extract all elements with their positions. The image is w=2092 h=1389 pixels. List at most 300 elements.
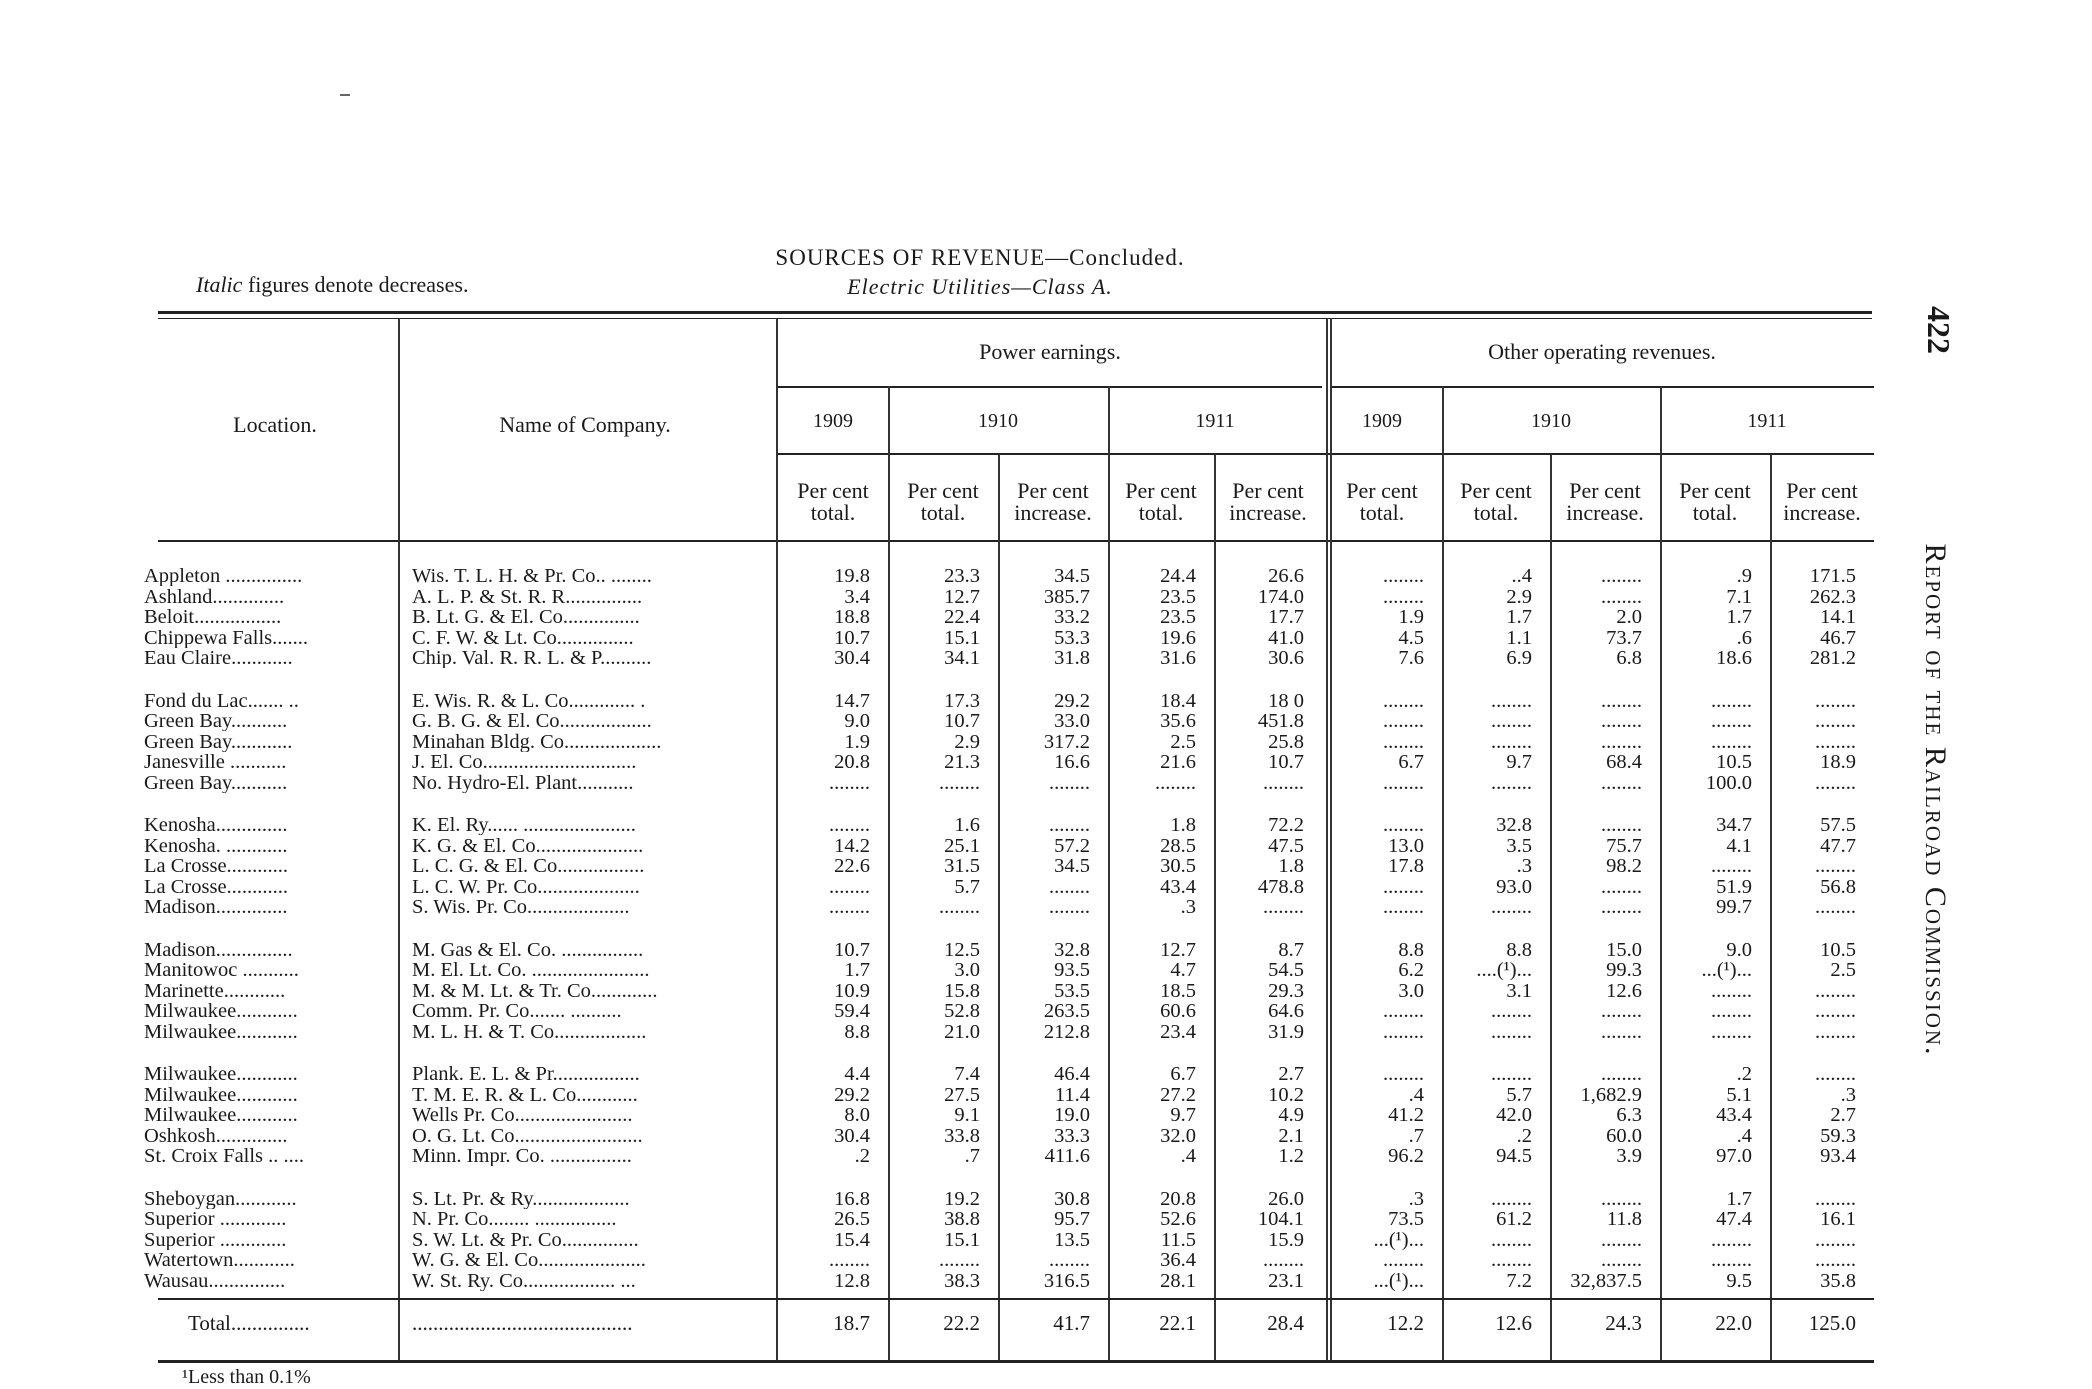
- header-company: Name of Company.: [499, 412, 671, 437]
- value-cell: 60.0: [1606, 1124, 1642, 1147]
- header-power-earnings: Power earnings.: [979, 339, 1121, 364]
- value-cell: 22.0: [1715, 1311, 1752, 1335]
- value-cell: 35.6: [1160, 710, 1196, 732]
- value-cell: 15.8: [944, 979, 980, 1002]
- value-cell: 281.2: [1809, 647, 1856, 669]
- value-cell: .3: [1516, 855, 1532, 877]
- value-cell: ........: [1601, 1228, 1642, 1251]
- value-cell: 32.0: [1160, 1124, 1196, 1147]
- value-cell: ........: [1383, 1000, 1424, 1022]
- company-cell: Minn. Impr. Co. ................: [412, 1146, 632, 1166]
- table-row: [140, 856, 1880, 876]
- company-cell: S. W. Lt. & Pr. Co...............: [412, 1229, 639, 1250]
- company-cell: ..........................................: [412, 1313, 633, 1333]
- value-cell: ........: [1491, 1249, 1532, 1271]
- value-cell: ........: [1049, 771, 1090, 794]
- location-cell: Appleton ...............: [144, 566, 303, 586]
- value-cell: ........: [1491, 1020, 1532, 1043]
- value-cell: 262.3: [1809, 585, 1856, 608]
- table-top-rule-thin: [158, 318, 1872, 319]
- value-cell: 478.8: [1257, 875, 1304, 898]
- value-cell: 29.3: [1268, 979, 1304, 1002]
- value-cell: 36.4: [1160, 1249, 1196, 1271]
- value-cell: 1.7: [1506, 606, 1532, 628]
- value-cell: 12.2: [1387, 1311, 1424, 1335]
- company-cell: S. Wis. Pr. Co....................: [412, 897, 630, 917]
- table-row: [140, 1250, 1880, 1270]
- value-cell: 9.7: [1170, 1104, 1196, 1126]
- value-cell: 3.1: [1506, 979, 1532, 1002]
- value-cell: 18 0: [1268, 689, 1304, 712]
- value-cell: ........: [1491, 1228, 1532, 1251]
- value-cell: 26.6: [1268, 565, 1304, 587]
- value-cell: 16.6: [1054, 751, 1090, 773]
- value-cell: 8.8: [844, 1020, 870, 1043]
- value-cell: 17.7: [1268, 606, 1304, 628]
- value-cell: 32.8: [1054, 938, 1090, 961]
- value-cell: .2: [854, 1145, 870, 1167]
- value-cell: ........: [829, 771, 870, 794]
- value-cell: ........: [1601, 814, 1642, 836]
- value-cell: 41.7: [1053, 1311, 1090, 1335]
- location-cell: Milwaukee............: [144, 1084, 298, 1105]
- value-cell: ........: [1383, 585, 1424, 608]
- value-cell: ...(¹)...: [1373, 1269, 1424, 1292]
- value-cell: 4.1: [1726, 834, 1752, 857]
- value-cell: 27.2: [1160, 1083, 1196, 1106]
- value-cell: 18.8: [834, 606, 870, 628]
- location-cell: Ashland..............: [144, 586, 285, 607]
- value-cell: ........: [1049, 875, 1090, 898]
- value-cell: 33.8: [944, 1124, 980, 1147]
- value-cell: 11.8: [1606, 1208, 1642, 1230]
- value-cell: ........: [939, 896, 980, 918]
- value-cell: 10.7: [834, 626, 870, 649]
- value-cell: 43.4: [1716, 1104, 1752, 1126]
- location-cell: Fond du Lac....... ..: [144, 690, 299, 711]
- value-cell: ........: [1383, 896, 1424, 918]
- value-cell: 7.4: [954, 1063, 980, 1085]
- company-cell: K. G. & El. Co.....................: [412, 835, 644, 856]
- value-cell: 32.8: [1496, 814, 1532, 836]
- page-title: SOURCES OF REVENUE—Concluded.: [775, 245, 1185, 270]
- value-cell: 12.6: [1606, 979, 1642, 1002]
- table-bottom-rule: [158, 1360, 1874, 1363]
- value-cell: 34.5: [1054, 565, 1090, 587]
- company-cell: W. St. Ry. Co.................. ...: [412, 1270, 636, 1291]
- value-cell: 1.7: [1726, 1187, 1752, 1210]
- running-title: Report of the Railroad Commission.: [1919, 543, 1952, 1057]
- value-cell: ........: [1383, 1063, 1424, 1085]
- value-cell: 29.2: [1054, 689, 1090, 712]
- page-subtitle: Electric Utilities—Class A.: [847, 274, 1113, 299]
- value-cell: ........: [1491, 730, 1532, 753]
- value-cell: ........: [1711, 1249, 1752, 1271]
- company-cell: C. F. W. & Lt. Co...............: [412, 627, 634, 648]
- value-cell: .4: [1180, 1145, 1196, 1167]
- value-cell: 1.6: [954, 814, 980, 836]
- value-cell: 7.2: [1506, 1269, 1532, 1292]
- value-cell: 46.7: [1820, 626, 1856, 649]
- column-header: Per cent total.: [1125, 478, 1197, 525]
- column-header: Per cent total.: [1460, 478, 1532, 525]
- value-cell: 17.3: [944, 689, 980, 712]
- value-cell: 10.2: [1268, 1083, 1304, 1106]
- value-cell: 21.3: [944, 751, 980, 773]
- table-row: [140, 815, 1880, 835]
- value-cell: ........: [829, 896, 870, 918]
- value-cell: 27.5: [944, 1083, 980, 1106]
- italic-note-word: Italic: [196, 272, 243, 297]
- value-cell: ...(¹)...: [1373, 1228, 1424, 1251]
- value-cell: ........: [1383, 710, 1424, 732]
- value-cell: ........: [1383, 875, 1424, 898]
- value-cell: ........: [1601, 565, 1642, 587]
- value-cell: 6.7: [1170, 1063, 1196, 1085]
- value-cell: ........: [1815, 896, 1856, 918]
- value-cell: 93.4: [1820, 1145, 1856, 1167]
- value-cell: 15.4: [834, 1228, 870, 1251]
- value-cell: 4.4: [844, 1063, 870, 1085]
- company-cell: L. C. G. & El. Co.................: [412, 856, 645, 876]
- value-cell: ........: [1601, 1187, 1642, 1210]
- company-cell: N. Pr. Co........ ................: [412, 1209, 617, 1229]
- table-row: [140, 877, 1880, 897]
- value-cell: 97.0: [1716, 1145, 1752, 1167]
- value-cell: 10.5: [1820, 938, 1856, 961]
- company-cell: J. El. Co..............................: [412, 752, 637, 772]
- value-cell: 1.7: [844, 959, 870, 981]
- location-cell: Sheboygan............: [144, 1188, 297, 1209]
- value-cell: 2.5: [1170, 730, 1196, 753]
- table-row: [140, 732, 1880, 752]
- value-cell: ....(¹)...: [1476, 959, 1532, 981]
- table-row: [140, 960, 1880, 980]
- value-cell: 4.7: [1170, 959, 1196, 981]
- value-cell: 29.2: [834, 1083, 870, 1106]
- value-cell: ........: [1491, 896, 1532, 918]
- value-cell: ........: [829, 875, 870, 898]
- value-cell: 75.7: [1606, 834, 1642, 857]
- value-cell: 38.3: [944, 1269, 980, 1292]
- company-cell: T. M. E. R. & L. Co............: [412, 1084, 638, 1105]
- value-cell: 22.1: [1159, 1311, 1196, 1335]
- value-cell: 93.5: [1054, 959, 1090, 981]
- location-cell: Madison..............: [144, 897, 288, 917]
- value-cell: 41.2: [1388, 1104, 1424, 1126]
- value-cell: 23.5: [1160, 585, 1196, 608]
- value-cell: ........: [1383, 730, 1424, 753]
- value-cell: ........: [1711, 855, 1752, 877]
- value-cell: ........: [1601, 710, 1642, 732]
- value-cell: ........: [1815, 689, 1856, 712]
- company-cell: S. Lt. Pr. & Ry...................: [412, 1188, 630, 1209]
- value-cell: 94.5: [1496, 1145, 1532, 1167]
- value-cell: 25.8: [1268, 730, 1304, 753]
- value-cell: 2.9: [1506, 585, 1532, 608]
- value-cell: 5.7: [1506, 1083, 1532, 1106]
- value-cell: 263.5: [1043, 1000, 1090, 1022]
- value-cell: ........: [1601, 1020, 1642, 1043]
- company-cell: A. L. P. & St. R. R...............: [412, 586, 643, 607]
- stray-mark: [340, 94, 350, 96]
- value-cell: 16.8: [834, 1187, 870, 1210]
- value-cell: ........: [1601, 585, 1642, 608]
- location-cell: La Crosse............: [144, 876, 289, 897]
- table-row: [140, 1064, 1880, 1084]
- value-cell: ........: [1711, 1228, 1752, 1251]
- value-cell: 52.8: [944, 1000, 980, 1022]
- value-cell: 1.9: [844, 730, 870, 753]
- value-cell: 23.5: [1160, 606, 1196, 628]
- value-cell: 6.2: [1398, 959, 1424, 981]
- location-cell: Watertown............: [144, 1250, 295, 1270]
- value-cell: 1.7: [1726, 606, 1752, 628]
- value-cell: 8.7: [1278, 938, 1304, 961]
- value-cell: 33.3: [1054, 1124, 1090, 1147]
- value-cell: ........: [1383, 814, 1424, 836]
- value-cell: ........: [1601, 1000, 1642, 1022]
- value-cell: 35.8: [1820, 1269, 1856, 1292]
- location-cell: Kenosha..............: [144, 815, 288, 835]
- value-cell: 73.5: [1388, 1208, 1424, 1230]
- year-header: 1910: [1531, 410, 1571, 432]
- value-cell: 6.9: [1506, 647, 1532, 669]
- value-cell: 52.6: [1160, 1208, 1196, 1230]
- value-cell: ........: [1601, 896, 1642, 918]
- location-cell: St. Croix Falls .. ....: [144, 1146, 305, 1166]
- value-cell: 60.6: [1160, 1000, 1196, 1022]
- value-cell: 19.8: [834, 565, 870, 587]
- value-cell: 13.5: [1054, 1228, 1090, 1251]
- value-cell: 22.6: [834, 855, 870, 877]
- value-cell: 5.7: [954, 875, 980, 898]
- value-cell: .3: [1840, 1083, 1856, 1106]
- value-cell: 42.0: [1496, 1104, 1532, 1126]
- header-other-revenues: Other operating revenues.: [1488, 339, 1716, 364]
- location-cell: Madison...............: [144, 939, 293, 960]
- value-cell: 15.9: [1268, 1228, 1304, 1251]
- value-cell: 9.5: [1726, 1269, 1752, 1292]
- location-cell: Chippewa Falls.......: [144, 627, 308, 648]
- value-cell: 95.7: [1054, 1208, 1090, 1230]
- company-cell: Wis. T. L. H. & Pr. Co.. ........: [412, 566, 652, 586]
- value-cell: 3.0: [1398, 979, 1424, 1002]
- value-cell: 1.8: [1278, 855, 1304, 877]
- value-cell: 4.5: [1398, 626, 1424, 649]
- table-row: [140, 1146, 1880, 1166]
- value-cell: 98.2: [1606, 855, 1642, 877]
- value-cell: .2: [1736, 1063, 1752, 1085]
- value-cell: ........: [1601, 1063, 1642, 1085]
- value-cell: 41.0: [1268, 626, 1304, 649]
- value-cell: 99.3: [1606, 959, 1642, 981]
- value-cell: 20.8: [1160, 1187, 1196, 1210]
- value-cell: 32,837.5: [1570, 1269, 1642, 1292]
- location-cell: Milwaukee............: [144, 1064, 298, 1084]
- year-header: 1911: [1747, 410, 1787, 432]
- value-cell: 33.2: [1054, 606, 1090, 628]
- year-header: 1909: [1362, 410, 1402, 432]
- value-cell: 93.0: [1496, 875, 1532, 898]
- company-cell: Chip. Val. R. R. L. & P..........: [412, 648, 652, 668]
- column-header: Per cent increase.: [1783, 478, 1861, 525]
- value-cell: ........: [939, 1249, 980, 1271]
- table-row: [140, 897, 1880, 917]
- value-cell: 34.1: [944, 647, 980, 669]
- italic-note: [196, 272, 468, 298]
- value-cell: ........: [1711, 730, 1752, 753]
- other-group-rule: [1330, 386, 1874, 388]
- value-cell: 31.9: [1268, 1020, 1304, 1043]
- table-row: [140, 981, 1880, 1001]
- value-cell: 100.0: [1705, 771, 1752, 794]
- location-cell: La Crosse............: [144, 856, 289, 876]
- value-cell: 18.4: [1160, 689, 1196, 712]
- value-cell: 53.3: [1054, 626, 1090, 649]
- value-cell: 2.0: [1616, 606, 1642, 628]
- value-cell: 47.7: [1820, 834, 1856, 857]
- value-cell: 30.5: [1160, 855, 1196, 877]
- location-cell: Oshkosh..............: [144, 1125, 288, 1146]
- value-cell: ........: [1491, 1187, 1532, 1210]
- value-cell: 11.4: [1054, 1083, 1090, 1106]
- column-header: Per cent increase.: [1229, 478, 1307, 525]
- value-cell: 212.8: [1043, 1020, 1090, 1043]
- location-cell: Eau Claire............: [144, 648, 293, 668]
- value-cell: 9.7: [1506, 751, 1532, 773]
- value-cell: 18.6: [1716, 647, 1752, 669]
- value-cell: ...(¹)...: [1701, 959, 1752, 981]
- value-cell: 3.5: [1506, 834, 1532, 857]
- value-cell: 3.4: [844, 585, 870, 608]
- table-row: [140, 1022, 1880, 1042]
- company-cell: W. G. & El. Co.....................: [412, 1250, 646, 1270]
- value-cell: 14.2: [834, 834, 870, 857]
- location-cell: Milwaukee............: [144, 1001, 298, 1021]
- value-cell: ........: [1263, 896, 1304, 918]
- value-cell: 38.8: [944, 1208, 980, 1230]
- value-cell: 8.8: [1398, 938, 1424, 961]
- table-row: [140, 711, 1880, 731]
- value-cell: 23.3: [944, 565, 980, 587]
- value-cell: 20.8: [834, 751, 870, 773]
- value-cell: 6.3: [1616, 1104, 1642, 1126]
- company-cell: M. L. H. & T. Co..................: [412, 1021, 647, 1042]
- value-cell: 57.5: [1820, 814, 1856, 836]
- value-cell: 21.0: [944, 1020, 980, 1043]
- page-number: 422: [1921, 306, 1957, 354]
- value-cell: 1,682.9: [1580, 1083, 1642, 1106]
- location-cell: Milwaukee............: [144, 1105, 298, 1125]
- company-cell: O. G. Lt. Co.........................: [412, 1125, 643, 1146]
- value-cell: ........: [1815, 771, 1856, 794]
- value-cell: 104.1: [1257, 1208, 1304, 1230]
- column-header: Per cent total.: [1346, 478, 1418, 525]
- value-cell: 10.5: [1716, 751, 1752, 773]
- value-cell: 56.8: [1820, 875, 1856, 898]
- value-cell: 16.1: [1820, 1208, 1856, 1230]
- value-cell: 61.2: [1496, 1208, 1532, 1230]
- company-cell: L. C. W. Pr. Co....................: [412, 876, 640, 897]
- location-cell: Manitowoc ...........: [144, 960, 299, 980]
- location-cell: Green Bay...........: [144, 711, 288, 731]
- value-cell: 25.1: [944, 834, 980, 857]
- running-sidebar: [1905, 300, 1965, 1120]
- column-header: Per cent total.: [1679, 478, 1751, 525]
- company-cell: G. B. G. & El. Co..................: [412, 711, 652, 731]
- value-cell: ........: [1601, 771, 1642, 794]
- company-cell: M. Gas & El. Co. ................: [412, 939, 644, 960]
- value-cell: 19.2: [944, 1187, 980, 1210]
- value-cell: ........: [1601, 730, 1642, 753]
- value-cell: 1.2: [1278, 1145, 1304, 1167]
- table-row: [140, 628, 1880, 648]
- value-cell: ........: [1815, 730, 1856, 753]
- year-header: 1910: [978, 410, 1018, 432]
- value-cell: 6.8: [1616, 647, 1642, 669]
- value-cell: 3.0: [954, 959, 980, 981]
- location-cell: Janesville ...........: [144, 752, 287, 772]
- value-cell: .6: [1736, 626, 1752, 649]
- value-cell: 30.4: [834, 647, 870, 669]
- location-cell: Kenosha. ............: [144, 835, 288, 856]
- value-cell: 10.7: [1268, 751, 1304, 773]
- table-row: [140, 1189, 1880, 1209]
- value-cell: ........: [1383, 565, 1424, 587]
- value-cell: ........: [1383, 1249, 1424, 1271]
- value-cell: 51.9: [1716, 875, 1752, 898]
- value-cell: 73.7: [1606, 626, 1642, 649]
- location-cell: Beloit.................: [144, 607, 282, 627]
- company-cell: K. El. Ry...... ......................: [412, 815, 636, 835]
- value-cell: ........: [1263, 1249, 1304, 1271]
- value-cell: 12.8: [834, 1269, 870, 1292]
- company-cell: B. Lt. G. & El. Co...............: [412, 607, 640, 627]
- value-cell: ........: [829, 1249, 870, 1271]
- value-cell: 2.5: [1830, 959, 1856, 981]
- value-cell: 47.5: [1268, 834, 1304, 857]
- value-cell: 451.8: [1257, 710, 1304, 732]
- value-cell: 59.4: [834, 1000, 870, 1022]
- value-cell: 54.5: [1268, 959, 1304, 981]
- value-cell: ........: [1815, 1187, 1856, 1210]
- value-cell: 1.1: [1506, 626, 1532, 649]
- value-cell: ........: [1815, 1228, 1856, 1251]
- value-cell: ........: [1491, 771, 1532, 794]
- location-cell: Superior .............: [144, 1229, 287, 1250]
- value-cell: ........: [1711, 1000, 1752, 1022]
- value-cell: ........: [1815, 979, 1856, 1002]
- location-cell: Total...............: [188, 1313, 310, 1333]
- value-cell: 9.1: [954, 1104, 980, 1126]
- value-cell: 33.0: [1054, 710, 1090, 732]
- location-cell: Green Bay...........: [144, 772, 288, 793]
- value-cell: 14.7: [834, 689, 870, 712]
- location-cell: Superior .............: [144, 1209, 287, 1229]
- value-cell: ........: [1383, 689, 1424, 712]
- value-cell: ........: [1711, 1020, 1752, 1043]
- table-row: [140, 566, 1880, 586]
- value-cell: 18.9: [1820, 751, 1856, 773]
- value-cell: ........: [1815, 855, 1856, 877]
- value-cell: ........: [1601, 875, 1642, 898]
- value-cell: 11.5: [1160, 1228, 1196, 1251]
- value-cell: 46.4: [1054, 1063, 1090, 1085]
- value-cell: 57.2: [1054, 834, 1090, 857]
- table-top-rule: [158, 311, 1872, 314]
- value-cell: ........: [1155, 771, 1196, 794]
